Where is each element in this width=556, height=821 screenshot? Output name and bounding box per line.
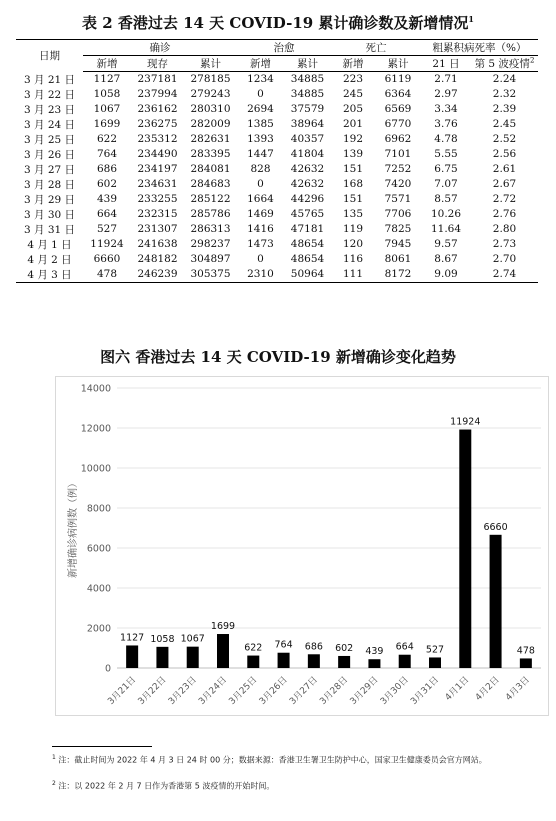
cell-date: 3 月 25 日 [23, 133, 76, 146]
bar [368, 659, 380, 668]
cell-confirmed-new: 6660 [93, 253, 121, 265]
cell-confirmed-new: 622 [96, 133, 118, 145]
bar [459, 430, 471, 668]
cell-date: 3 月 27 日 [23, 163, 76, 176]
cell-recovered-cumulative: 50964 [284, 267, 331, 283]
cell-confirmed-cumulative: 285122 [190, 193, 231, 205]
table-row [16, 192, 538, 207]
cell-deaths-cumulative: 8061 [384, 253, 412, 265]
y-tick-label: 8000 [86, 503, 111, 515]
bar [278, 653, 290, 668]
cell-recovered-cumulative: 41804 [290, 148, 325, 160]
cell-deaths-cumulative: 6119 [384, 73, 412, 86]
bar [338, 656, 350, 668]
cell-deaths-new: 245 [342, 88, 364, 100]
cell-deaths-cumulative: 6569 [384, 103, 412, 115]
cell-confirmed-cumulative: 305375 [184, 267, 237, 283]
cell-recovered-new: 1393 [247, 133, 274, 145]
table-row [16, 117, 538, 132]
cell-confirmed-cumulative: 286313 [190, 223, 231, 235]
cell-confirmed-current: 237994 [137, 88, 178, 100]
cell-confirmed-new: 1067 [93, 103, 121, 115]
footnote-2-mark: 2 [52, 780, 56, 787]
header-confirmed-current: 现存 [131, 56, 184, 72]
cell-deaths-new: 151 [342, 163, 364, 175]
cell-recovered-new: 1469 [247, 208, 274, 220]
cell-confirmed-new: 1699 [93, 118, 121, 130]
cell-confirmed-current: 237181 [137, 73, 178, 86]
cell-recovered-new: 2694 [247, 103, 274, 115]
cell-deaths-new: 151 [342, 193, 364, 205]
cell-recovered-cumulative: 45765 [290, 208, 325, 220]
cell-cfr-21days: 5.55 [434, 148, 458, 160]
cell-cfr-wave5: 2.24 [492, 73, 517, 86]
data-label: 1127 [120, 632, 145, 644]
cell-date: 4 月 3 日 [16, 267, 83, 283]
x-tick-label: 3月29日 [348, 675, 381, 708]
cell-recovered-cumulative: 48654 [290, 253, 325, 265]
cell-cfr-wave5: 2.61 [492, 163, 517, 175]
data-label: 527 [425, 644, 445, 656]
cell-date: 3 月 22 日 [23, 88, 76, 101]
table-row [16, 162, 538, 177]
cell-recovered-new: 1234 [247, 73, 274, 86]
cell-confirmed-cumulative: 285786 [190, 208, 231, 220]
cell-confirmed-current: 234631 [137, 178, 178, 190]
cell-confirmed-current: 246239 [131, 267, 184, 283]
cell-date: 3 月 26 日 [23, 148, 76, 161]
y-tick-label: 6000 [86, 543, 111, 555]
cell-confirmed-current: 248182 [137, 253, 178, 265]
cell-recovered-cumulative: 38964 [290, 118, 325, 130]
cell-confirmed-cumulative: 280310 [190, 103, 231, 115]
data-label: 478 [516, 645, 535, 657]
cell-cfr-21days: 3.34 [434, 103, 458, 115]
header-deaths-new: 新增 [331, 56, 375, 72]
cell-date: 3 月 31 日 [23, 223, 76, 236]
cell-recovered-cumulative: 34885 [290, 73, 325, 86]
cell-cfr-wave5: 2.52 [492, 133, 517, 145]
header-deaths-cumulative: 累计 [375, 56, 421, 72]
table-row [16, 102, 538, 117]
y-tick-label: 2000 [86, 623, 111, 635]
table-row [16, 177, 538, 192]
cell-confirmed-current: 235312 [137, 133, 178, 145]
cell-deaths-new: 201 [342, 118, 364, 130]
cell-confirmed-current: 232315 [137, 208, 178, 220]
data-label: 622 [244, 642, 263, 654]
cell-confirmed-current: 241638 [137, 238, 178, 250]
header-cfr-wave5-label: 第 5 波疫情 [474, 58, 530, 70]
data-label: 664 [395, 641, 414, 653]
cell-cfr-wave5: 2.73 [492, 238, 517, 250]
cell-deaths-new: 205 [342, 103, 364, 115]
header-confirmed-new: 新增 [83, 56, 131, 72]
cell-cfr-21days: 6.75 [434, 163, 458, 175]
x-tick-label: 3月25日 [227, 675, 260, 708]
cell-confirmed-new: 602 [96, 178, 118, 190]
cell-recovered-new: 0 [257, 178, 264, 190]
header-recovered: 治愈 [237, 40, 331, 56]
cell-confirmed-current: 233255 [137, 193, 178, 205]
cell-date: 3 月 30 日 [23, 208, 76, 221]
data-label: 1067 [180, 633, 205, 645]
cell-confirmed-cumulative: 278185 [190, 73, 231, 86]
y-tick-label: 0 [104, 663, 111, 675]
cell-cfr-21days: 8.67 [434, 253, 458, 265]
cell-confirmed-cumulative: 298237 [190, 238, 231, 250]
cell-cfr-wave5: 2.32 [492, 88, 517, 100]
x-tick-label: 3月27日 [288, 675, 320, 708]
header-cfr-21days: 21 日 [421, 56, 471, 72]
cell-confirmed-cumulative: 279243 [190, 88, 231, 100]
cell-cfr-wave5: 2.70 [492, 253, 517, 265]
table-row [16, 147, 538, 162]
cell-deaths-cumulative: 6770 [384, 118, 412, 130]
x-tick-label: 3月24日 [197, 675, 230, 708]
table-row [16, 207, 538, 222]
bar [520, 658, 532, 668]
cell-recovered-new: 0 [257, 253, 264, 265]
cell-cfr-21days: 10.26 [430, 208, 462, 220]
header-deaths: 死亡 [331, 40, 421, 56]
cell-confirmed-new: 764 [96, 148, 118, 160]
header-cfr: 粗累积病死率（%） [421, 40, 538, 56]
cell-deaths-cumulative: 7706 [384, 208, 412, 220]
cell-confirmed-new: 527 [96, 223, 118, 235]
cell-deaths-new: 111 [331, 267, 375, 283]
x-tick-label: 4月3日 [504, 675, 532, 703]
y-tick-label: 10000 [80, 463, 111, 475]
cell-confirmed-new: 664 [96, 208, 118, 220]
bar [156, 647, 168, 668]
cell-deaths-cumulative: 7571 [384, 193, 412, 205]
cell-cfr-21days: 2.97 [434, 88, 458, 100]
cell-confirmed-new: 1127 [93, 73, 121, 86]
data-label: 1058 [150, 633, 175, 645]
cell-deaths-cumulative: 7825 [384, 223, 412, 235]
bar [490, 535, 502, 668]
x-tick-label: 3月22日 [136, 675, 169, 708]
cell-cfr-wave5: 2.80 [492, 223, 517, 235]
x-tick-label: 3月31日 [409, 675, 442, 708]
y-tick-label: 14000 [80, 383, 111, 395]
cell-confirmed-cumulative: 282631 [190, 133, 231, 145]
y-tick-label: 4000 [86, 583, 111, 595]
cell-cfr-wave5: 2.45 [492, 118, 517, 130]
table-row [16, 237, 538, 252]
cell-recovered-cumulative: 48654 [290, 238, 325, 250]
cell-confirmed-new: 11924 [90, 238, 124, 250]
header-recovered-new: 新增 [237, 56, 284, 72]
x-tick-label: 3月28日 [318, 675, 351, 708]
cell-recovered-new: 1473 [247, 238, 274, 250]
bar [247, 656, 259, 668]
footnote-1-mark: 1 [52, 754, 56, 761]
cell-recovered-cumulative: 42632 [290, 178, 325, 190]
cell-deaths-new: 223 [342, 73, 364, 86]
cell-deaths-cumulative: 7420 [384, 178, 412, 190]
data-label: 439 [365, 646, 384, 658]
cell-confirmed-new: 686 [96, 163, 118, 175]
footnote-divider [52, 746, 152, 747]
cell-deaths-cumulative: 8172 [375, 267, 421, 283]
cell-deaths-cumulative: 6364 [384, 88, 412, 100]
cell-recovered-cumulative: 42632 [290, 163, 325, 175]
table-row [16, 87, 538, 102]
cell-deaths-cumulative: 7945 [384, 238, 412, 250]
x-tick-label: 4月2日 [473, 675, 502, 703]
cell-recovered-cumulative: 47181 [290, 223, 325, 235]
data-label: 764 [274, 639, 293, 651]
cell-cfr-wave5: 2.72 [492, 193, 517, 205]
cell-deaths-new: 168 [342, 178, 364, 190]
cell-confirmed-new: 478 [83, 267, 131, 283]
cell-date: 4 月 1 日 [27, 238, 72, 251]
cell-recovered-new: 1385 [247, 118, 274, 130]
cell-confirmed-current: 236162 [137, 103, 178, 115]
footnote-2 [52, 778, 544, 793]
cell-deaths-new: 192 [342, 133, 364, 145]
x-tick-label: 3月23日 [166, 675, 199, 708]
data-label: 602 [335, 642, 354, 654]
cell-recovered-cumulative: 37579 [290, 103, 325, 115]
bar [399, 655, 411, 668]
cell-cfr-21days: 2.71 [434, 73, 458, 86]
cell-confirmed-current: 234197 [137, 163, 178, 175]
footnote-2-text: 注：以 2022 年 2 月 7 日作为香港第 5 波疫情的开始时间。 [58, 781, 275, 791]
y-axis-label: 新增确诊病例数（例） [68, 478, 79, 578]
cell-recovered-new: 0 [257, 88, 264, 100]
covid-data-table [16, 39, 538, 283]
cell-recovered-cumulative: 34885 [290, 88, 325, 100]
cell-recovered-new: 2310 [237, 267, 284, 283]
bar [217, 634, 229, 668]
cell-deaths-new: 119 [342, 223, 364, 235]
cell-date: 3 月 28 日 [23, 178, 76, 191]
x-tick-label: 3月26日 [257, 675, 290, 708]
header-date: 日期 [16, 40, 83, 72]
header-cfr-wave5 [471, 56, 538, 72]
cell-date: 3 月 29 日 [23, 193, 76, 206]
x-tick-label: 3月21日 [106, 675, 139, 708]
cell-deaths-new: 139 [342, 148, 364, 160]
cell-cfr-wave5: 2.67 [492, 178, 517, 190]
cell-confirmed-cumulative: 282009 [190, 118, 231, 130]
cell-recovered-new: 1447 [247, 148, 274, 160]
cell-recovered-cumulative: 40357 [290, 133, 325, 145]
cell-confirmed-current: 231307 [137, 223, 178, 235]
cell-deaths-cumulative: 7252 [384, 163, 412, 175]
header-confirmed: 确诊 [83, 40, 237, 56]
cell-date: 3 月 21 日 [23, 73, 76, 86]
cell-confirmed-current: 236275 [137, 118, 178, 130]
cell-cfr-wave5: 2.56 [492, 148, 517, 160]
cell-recovered-cumulative: 44296 [290, 193, 325, 205]
cell-cfr-21days: 9.09 [421, 267, 471, 283]
cell-deaths-new: 135 [342, 208, 364, 220]
cell-cfr-21days: 9.57 [434, 238, 458, 250]
table-row [16, 132, 538, 147]
header-confirmed-cumulative: 累计 [184, 56, 237, 72]
bar [187, 647, 199, 668]
cell-deaths-new: 120 [342, 238, 364, 250]
x-tick-label: 4月1日 [443, 675, 472, 703]
cell-cfr-21days: 3.76 [434, 118, 458, 130]
cell-confirmed-new: 439 [96, 193, 118, 205]
table-row [16, 252, 538, 267]
table-title-footnote-mark: 1 [468, 14, 474, 24]
table-title [0, 12, 556, 33]
table-row [16, 222, 538, 237]
cell-cfr-21days: 7.07 [434, 178, 458, 190]
cell-confirmed-current: 234490 [137, 148, 178, 160]
bar [308, 654, 320, 668]
cell-cfr-wave5: 2.39 [492, 103, 517, 115]
cell-date: 4 月 2 日 [27, 253, 72, 266]
cell-confirmed-cumulative: 284683 [190, 178, 231, 190]
data-label: 686 [304, 641, 323, 653]
table-title-text: 表 2 香港过去 14 天 COVID-19 累计确诊数及新增情况 [81, 14, 469, 32]
cell-confirmed-cumulative: 304897 [190, 253, 231, 265]
cell-date: 3 月 23 日 [23, 103, 76, 116]
chart-title: 图六 香港过去 14 天 COVID-19 新增确诊变化趋势 [100, 348, 456, 366]
data-label: 11924 [450, 416, 481, 428]
x-tick-label: 3月30日 [378, 675, 411, 708]
footnote-1-text: 注：截止时间为 2022 年 4 月 3 日 24 时 00 分；数据来源：香港卫生署卫生防护中心，国家卫生健康委员会官方网站。 [58, 755, 487, 765]
cell-cfr-21days: 4.78 [434, 133, 458, 145]
header-recovered-cumulative: 累计 [284, 56, 331, 72]
cell-recovered-new: 1664 [247, 193, 274, 205]
cell-cfr-wave5: 2.76 [492, 208, 517, 220]
data-label: 6660 [483, 521, 508, 533]
table-row [16, 72, 538, 87]
data-label: 1699 [210, 621, 236, 633]
table-row [16, 267, 538, 283]
cell-deaths-cumulative: 7101 [384, 148, 412, 160]
cell-cfr-21days: 8.57 [434, 193, 458, 205]
footnote-1 [52, 752, 544, 767]
y-tick-label: 12000 [80, 423, 111, 435]
header-cfr-wave5-footnote-mark: 2 [529, 56, 535, 65]
cell-cfr-21days: 11.64 [430, 223, 462, 235]
bar [126, 645, 138, 668]
cell-cfr-wave5: 2.74 [471, 267, 538, 283]
bar-chart [55, 376, 549, 716]
cell-date: 3 月 24 日 [23, 118, 76, 131]
cell-recovered-new: 1416 [247, 223, 274, 235]
cell-deaths-cumulative: 6962 [384, 133, 412, 145]
cell-deaths-new: 116 [342, 253, 364, 265]
cell-confirmed-cumulative: 284081 [190, 163, 231, 175]
cell-recovered-new: 828 [250, 163, 271, 175]
cell-confirmed-cumulative: 283395 [190, 148, 231, 160]
bar [429, 657, 441, 668]
cell-confirmed-new: 1058 [93, 88, 121, 100]
table-body [16, 72, 538, 283]
